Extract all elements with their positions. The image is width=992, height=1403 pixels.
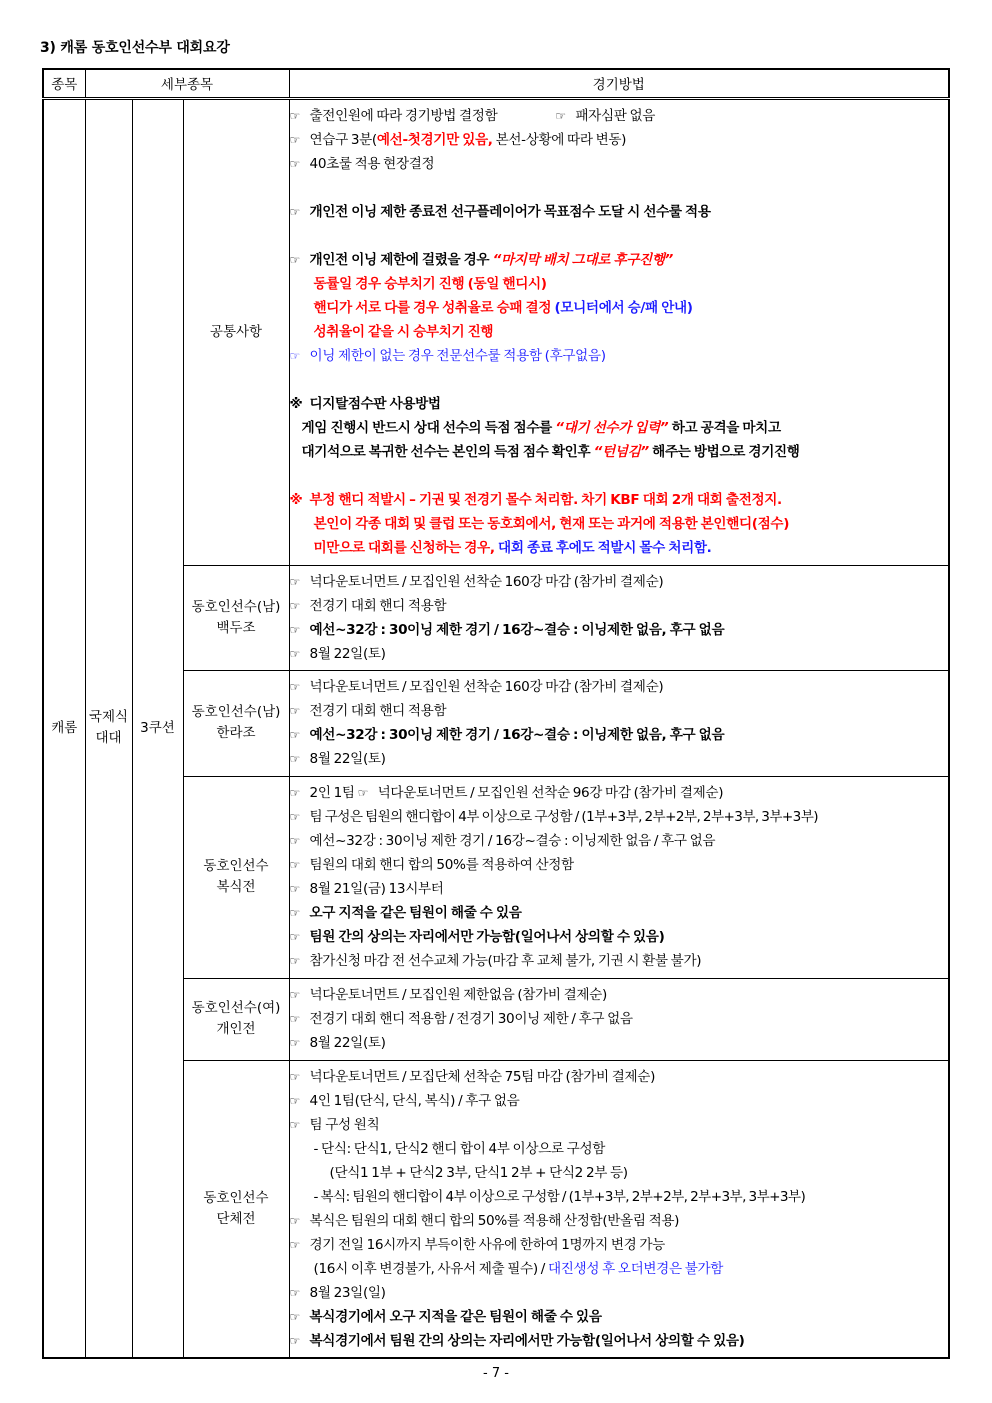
sport-cell: 캐롬: [43, 98, 85, 1358]
method-cell-common: [289, 98, 949, 565]
pointing-hand-icon: ☞: [289, 954, 300, 968]
method-cell-doubles: [289, 776, 949, 978]
pointing-hand-icon: ☞: [289, 1333, 300, 1348]
cushion-cell: 3쿠션: [132, 98, 183, 1358]
pointing-hand-icon: ☞: [289, 205, 300, 219]
list-item: ☞ 복식경기에서 오구 지적을 같은 팀원이 해줄 수 있음: [290, 1305, 949, 1329]
sub-event-team: 동호인선수 단체전: [183, 1060, 289, 1358]
method-cell-team: [289, 1060, 949, 1358]
pointing-hand-icon: ☞: [289, 109, 300, 123]
list-item: ☞ 2인 1팀 ☞ 넉다운토너먼트 / 모집인원 선착순 96강 마감 (참가비 결제순): [290, 781, 949, 805]
list-item: ☞ 팀 구성 원칙: [290, 1113, 949, 1137]
list-item: ☞ 8월 23일(일): [290, 1281, 949, 1305]
list-item: ☞ 개인전 이닝 제한에 걸렸을 경우 “마지막 배치 그대로 후구진행”: [290, 248, 949, 272]
competition-rules-table: [42, 68, 950, 1359]
header-sport: 종목: [43, 69, 85, 98]
list-item: 게임 진행시 반드시 상대 선수의 득점 점수를 “대기 선수가 입력” 하고 공격을 마치고: [301, 420, 781, 436]
list-item: ☞ 팀 구성은 팀원의 핸디합이 4부 이상으로 구성함 / (1부+3부, 2부+2부, 2부+3부, 3부+3부): [290, 805, 949, 829]
list-item: ☞ 8월 21일(금) 13시부터: [290, 877, 949, 901]
sub-event-common: [183, 98, 289, 565]
list-item: - 단식: 단식1, 단식2 핸디 합이 4부 이상으로 구성함: [313, 1140, 606, 1157]
style-cell: [85, 98, 132, 1358]
reference-mark: ※: [289, 492, 303, 508]
list-item: ☞ 넉다운토너먼트 / 모집인원 제한없음 (참가비 결제순): [290, 983, 949, 1007]
pointing-hand-icon: ☞: [289, 1012, 300, 1026]
list-item: 대기석으로 복귀한 선수는 본인의 득점 점수 확인후 “턴넘김” 해주는 방법으로 경기진행: [301, 444, 800, 460]
pointing-hand-icon: ☞: [555, 109, 566, 123]
reference-mark: ※: [289, 396, 303, 412]
pointing-hand-icon: ☞: [289, 349, 300, 363]
pointing-hand-icon: ☞: [289, 574, 300, 589]
list-item: ☞ 8월 22일(토): [290, 642, 949, 666]
list-item: ☞ 넉다운토너먼트 / 모집단체 선착순 75팀 마감 (참가비 결제순): [290, 1065, 949, 1089]
list-item: ☞ 4인 1팀(단식, 단식, 복식) / 후구 없음: [290, 1089, 949, 1113]
list-item: ☞ 전경기 대회 핸디 적용함: [290, 699, 949, 723]
pointing-hand-icon: ☞: [289, 858, 300, 872]
list-item: ☞ 팀원 간의 상의는 자리에서만 가능함(일어나서 상의할 수 있음): [290, 925, 949, 949]
page-number: - 7 -: [483, 1366, 509, 1381]
pointing-hand-icon: ☞: [289, 752, 300, 766]
pointing-hand-icon: ☞: [289, 1213, 300, 1228]
list-item: ☞ 복식경기에서 팀원 간의 상의는 자리에서만 가능함(일어나서 상의할 수 있음): [290, 1329, 949, 1353]
list-item: 성취율이 같을 시 승부치기 진행: [313, 324, 494, 340]
list-item: 본인이 각종 대회 및 클럽 또는 동호회에서, 현재 또는 과거에 적용한 본인핸디(점수): [313, 516, 790, 532]
pointing-hand-icon: ☞: [289, 786, 300, 800]
list-item: ☞ 연습구 3분(예선-첫경기만 있음, 본선-상황에 따라 변동): [290, 128, 949, 152]
list-item: ☞ 넉다운토너먼트 / 모집인원 선착순 160강 마감 (참가비 결제순): [290, 675, 949, 699]
list-item: ☞ 전경기 대회 핸디 적용함: [290, 594, 949, 618]
list-item: ☞ 넉다운토너먼트 / 모집인원 선착순 160강 마감 (참가비 결제순): [290, 570, 949, 594]
sub-event-name: 공통사항: [209, 323, 263, 340]
pointing-hand-icon: ☞: [289, 1069, 300, 1084]
list-item: 미만으로 대회를 신청하는 경우, 대회 종료 후에도 적발시 몰수 처리함.: [313, 540, 712, 556]
list-item: ☞ 오구 지적을 같은 팀원이 해줄 수 있음: [290, 901, 949, 925]
pointing-hand-icon: ☞: [289, 622, 300, 637]
pointing-hand-icon: ☞: [357, 786, 369, 800]
list-item: ☞ 예선~32강 : 30이닝 제한 경기 / 16강~결승 : 이닝제한 없음, 후구 없음: [290, 618, 949, 642]
method-cell-women: [289, 978, 949, 1060]
header-method: 경기방법: [289, 69, 949, 98]
style-line-1: 국제식: [88, 709, 129, 726]
pointing-hand-icon: ☞: [289, 704, 300, 718]
section-title: 3) 캐롬 동호인선수부 대회요강: [40, 40, 230, 56]
list-item: ☞ 참가신청 마감 전 선수교체 가능(마감 후 교체 불가, 기권 시 환불 불가): [290, 949, 949, 973]
pointing-hand-icon: ☞: [289, 810, 300, 824]
pointing-hand-icon: ☞: [289, 1285, 300, 1300]
method-cell-halla: [289, 670, 949, 776]
list-item: ☞ 예선~32강 : 30이닝 제한 경기 / 16강~결승 : 이닝제한 없음 / 후구 없음: [290, 829, 949, 853]
pointing-hand-icon: ☞: [289, 882, 300, 896]
list-item: 동률일 경우 승부치기 진행 (동일 핸디시): [313, 276, 547, 292]
pointing-hand-icon: ☞: [289, 1036, 300, 1050]
pointing-hand-icon: ☞: [289, 680, 300, 694]
list-item: ☞ 개인전 이닝 제한 종료전 선구플레이어가 목표점수 도달 시 선수룰 적용: [290, 200, 949, 224]
list-item: (단식1 1부 + 단식2 3부, 단식1 2부 + 단식2 2부 등): [329, 1164, 628, 1181]
list-item: ☞ 경기 전일 16시까지 부득이한 사유에 한하여 1명까지 변경 가능: [290, 1233, 949, 1257]
list-item: ☞ 8월 22일(토): [290, 1031, 949, 1055]
list-item: - 복식: 팀원의 핸디합이 4부 이상으로 구성함 / (1부+3부, 2부+2부, 2부+3부, 3부+3부): [313, 1188, 806, 1205]
list-item: ☞ 복식은 팀원의 대회 핸디 합의 50%를 적용해 산정함(반올림 적용): [290, 1209, 949, 1233]
table-row: [43, 98, 949, 565]
table-header-row: [43, 69, 949, 98]
pointing-hand-icon: ☞: [289, 1117, 300, 1132]
list-item: (16시 이후 변경불가, 사유서 제출 필수) / 대진생성 후 오더변경은 불가함: [313, 1260, 724, 1277]
pointing-hand-icon: ☞: [289, 1309, 300, 1324]
pointing-hand-icon: ☞: [289, 1237, 300, 1252]
list-item: ※ 부정 핸디 적발시 – 기권 및 전경기 몰수 처리함. 차기 KBF 대회 2개 대회 출전정지.: [290, 488, 949, 512]
list-item: ☞ 8월 22일(토): [290, 747, 949, 771]
sub-event-doubles: 동호인선수 복식전: [183, 776, 289, 978]
list-item: ☞ 40초룰 적용 현장결정: [290, 152, 949, 176]
pointing-hand-icon: ☞: [289, 598, 300, 613]
pointing-hand-icon: ☞: [289, 988, 300, 1002]
sub-event-baekdu: 동호인선수(남) 백두조: [183, 565, 289, 670]
pointing-hand-icon: ☞: [289, 1093, 300, 1108]
list-item: ☞ 이닝 제한이 없는 경우 전문선수룰 적용함 (후구없음): [290, 344, 949, 368]
list-item: ☞ 팀원의 대회 핸디 합의 50%를 적용하여 산정함: [290, 853, 949, 877]
list-item: ※ 디지탈점수판 사용방법: [290, 392, 949, 416]
pointing-hand-icon: ☞: [289, 157, 300, 171]
style-line-2: 대대: [95, 730, 122, 747]
list-item: ☞ 전경기 대회 핸디 적용함 / 전경기 30이닝 제한 / 후구 없음: [290, 1007, 949, 1031]
pointing-hand-icon: ☞: [289, 906, 300, 920]
list-item: ☞ 예선~32강 : 30이닝 제한 경기 / 16강~결승 : 이닝제한 없음, 후구 없음: [290, 723, 949, 747]
pointing-hand-icon: ☞: [289, 834, 300, 848]
header-sub-event: 세부종목: [85, 69, 289, 98]
pointing-hand-icon: ☞: [289, 930, 300, 944]
sub-event-women: 동호인선수(여) 개인전: [183, 978, 289, 1060]
method-cell-baekdu: [289, 565, 949, 670]
list-item: ☞ 출전인원에 따라 경기방법 결정함 ☞ 패자심판 없음: [290, 104, 949, 128]
pointing-hand-icon: ☞: [289, 646, 300, 661]
pointing-hand-icon: ☞: [289, 133, 300, 147]
pointing-hand-icon: ☞: [289, 728, 300, 742]
sub-event-halla: 동호인선수(남) 한라조: [183, 670, 289, 776]
list-item: 핸디가 서로 다를 경우 성취율로 승패 결정 (모니터에서 승/패 안내): [313, 300, 693, 316]
pointing-hand-icon: ☞: [289, 253, 300, 267]
